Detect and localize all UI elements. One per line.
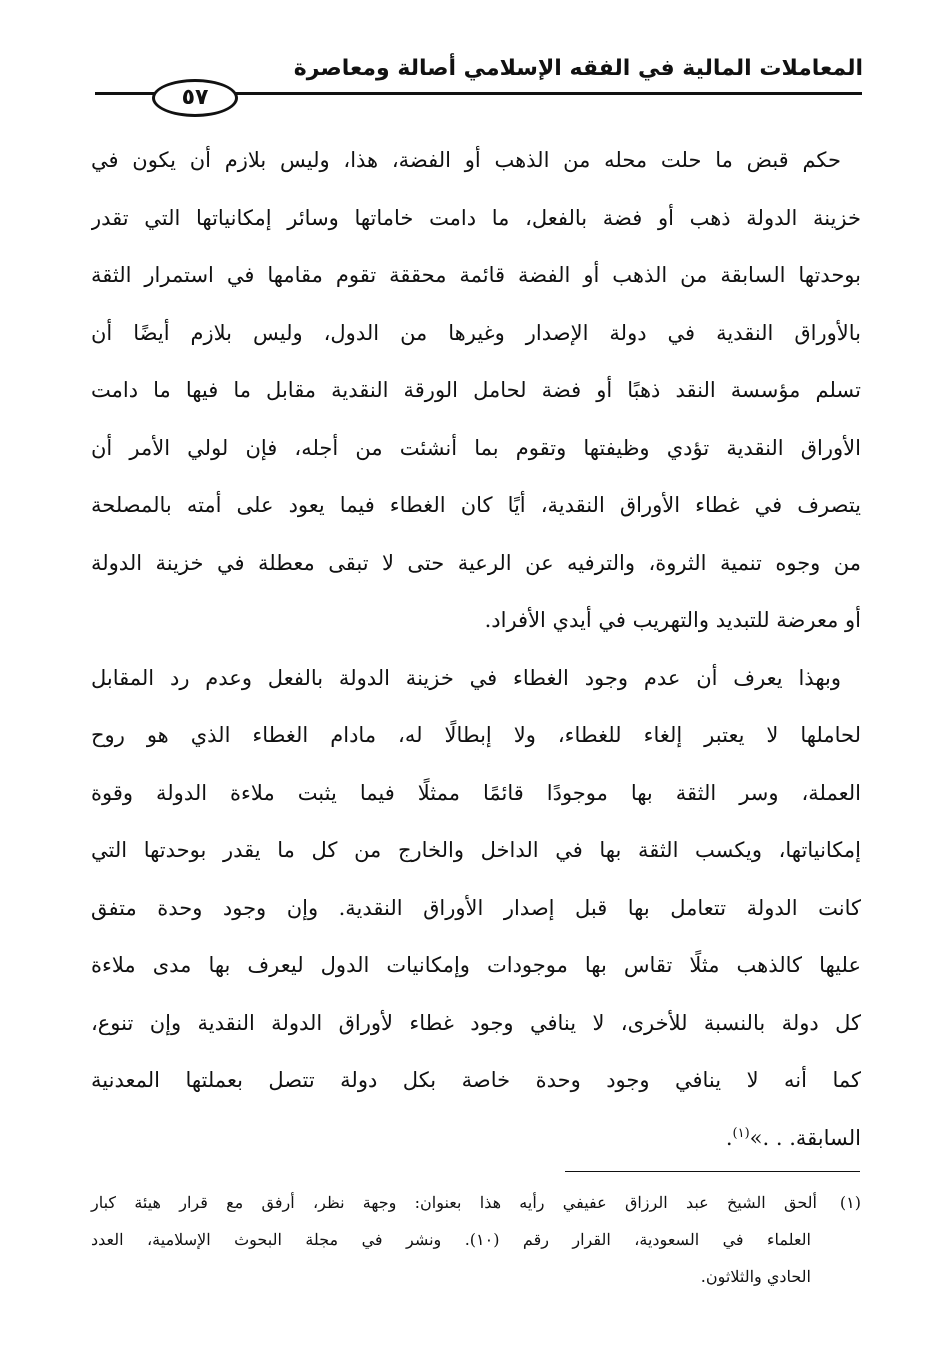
text-line: حكم قبض ما حلت محله من الذهب أو الفضة، هذا، وليس بلازم أن يكون في [91, 148, 841, 172]
footnote-line [91, 1184, 861, 1221]
running-header-title: المعاملات المالية في الفقه الإسلامي أصالة ومعاصرة [293, 56, 863, 81]
text-line: العملة، وسر الثقة بها موجودًا قائمًا ممثلًا فيما يثبت ملاءة الدولة وقوة [91, 780, 861, 805]
main-text [91, 132, 861, 1167]
text-line: يتصرف في غطاء الأوراق النقدية، أيًا كان الغطاء فيما يعود على أمته بالمصلحة [91, 493, 861, 517]
text-segment: السابقة. . .» [749, 1125, 861, 1150]
text-line: إمكانياتها، ويكسب الثقة بها في الداخل والخارج من كل ما يقدر بوحدتها التي [91, 838, 861, 862]
footnote-line: العلماء في السعودية، القرار رقم (١٠). ونشر في مجلة البحوث الإسلامية، العدد [91, 1230, 811, 1249]
text-line: أو معرضة للتبديد والتهريب في أيدي الأفراد. [484, 608, 861, 632]
text-line: بوحدتها السابقة من الذهب أو الفضة قائمة محققة تقوم مقامها في استمرار الثقة [91, 263, 861, 287]
footnote-line: الحادي والثلاثون. [700, 1267, 811, 1286]
text-line: وبهذا يعرف أن عدم وجود الغطاء في خزينة الدولة بالفعل وعدم رد المقابل [91, 665, 841, 690]
text-line: كل دولة بالنسبة للأخرى، لا ينافي وجود غطاء لأوراق الدولة النقدية وإن تنوع، [91, 1010, 861, 1035]
text-line-final [91, 1110, 861, 1168]
page-number-badge: ٥٧ [152, 79, 238, 117]
footnote-marker: (١) [839, 1193, 861, 1212]
text-line: لحاملها لا يعتبر إلغاء للغطاء، ولا إبطالًا له، مادام الغطاء الذي هو روح [91, 723, 861, 747]
text-line: الأوراق النقدية تؤدي وظيفتها وتقوم بما أنشئت من أجله، فإن لولي الأمر أن [91, 435, 861, 460]
text-line: كما أنه لا ينافي وجود وحدة خاصة بكل دولة تتصل بعملتها المعدنية [91, 1068, 861, 1092]
footnote-separator [565, 1171, 860, 1172]
footnote-reference[interactable]: (١) [732, 1125, 750, 1141]
text-line: تسلم مؤسسة النقد ذهبًا أو فضة لحامل الورقة النقدية مقابل ما فيها ما دامت [91, 378, 861, 402]
final-period: . [725, 1125, 733, 1150]
text-line: من وجوه تنمية الثروة، والترفيه عن الرعية حتى لا تبقى معطلة في خزينة الدولة [91, 550, 861, 575]
text-line: عليها كالذهب مثلًا تقاس بها موجودات وإمكانيات الدول ليعرف بها مدى ملاءة [91, 953, 861, 977]
text-line: كانت الدولة تتعامل بها قبل إصدار الأوراق النقدية. وإن وجود وحدة متفق [91, 895, 861, 920]
text-line: خزينة الدولة ذهب أو فضة بالفعل، ما دامت خاماتها وسائر إمكانياتها التي تقدر [91, 205, 861, 230]
text-line: بالأوراق النقدية في دولة الإصدار وغيرها من الدول، وليس بلازم أيضًا أن [91, 320, 861, 345]
footnotes [91, 1184, 861, 1295]
footnote-text: ألحق الشيخ عبد الرزاق عفيفي رأيه هذا بعنوان: وجهة نظر، أرفق مع قرار هيئة كبار [91, 1193, 817, 1212]
